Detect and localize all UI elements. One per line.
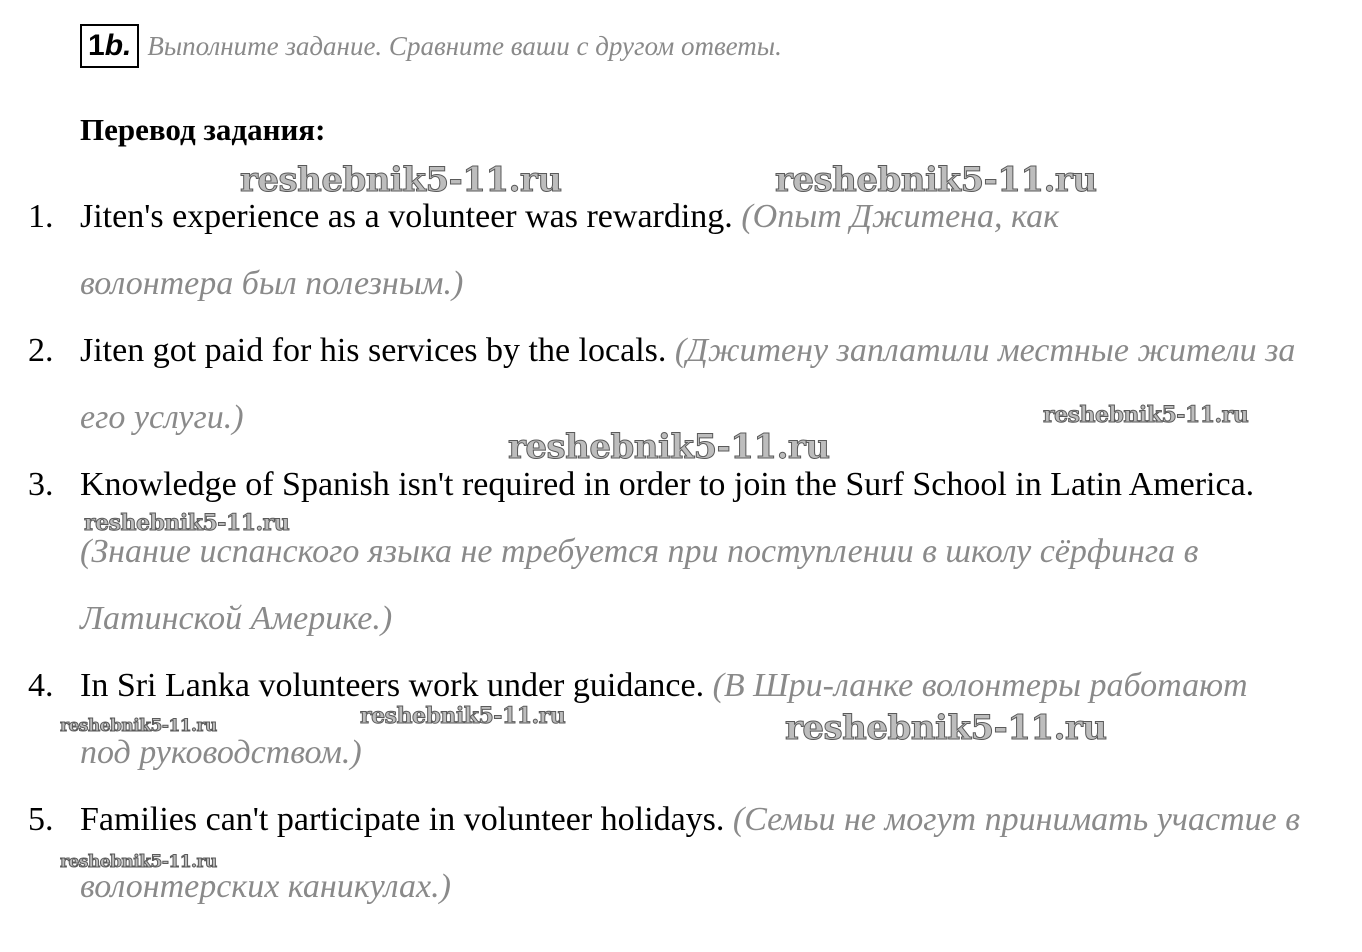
watermark: reshebnik5-11.ru bbox=[360, 703, 566, 729]
item-russian: (Знание испанского языка не требуется при поступлении в школу сёрфинга в Латинской Америке.) bbox=[80, 533, 1199, 637]
item-russian: (Опыт Джитена, как волонтера был полезным.) bbox=[80, 198, 1059, 302]
item-russian: (Семьи не могут принимать участие в волонтерских каникулах.) bbox=[80, 801, 1300, 905]
watermark: reshebnik5-11.ru bbox=[775, 160, 1097, 200]
item-english: Knowledge of Spanish isn't required in order to join the Surf School in Latin America. bbox=[80, 466, 1255, 503]
item-english: In Sri Lanka volunteers work under guidance. bbox=[80, 667, 705, 704]
item-number: 5. bbox=[28, 801, 54, 838]
item-russian: (Джитену заплатили местные жители за его услуги.) bbox=[80, 332, 1296, 436]
task-instruction: Выполните задание. Сравните ваши с другом ответы. bbox=[147, 30, 782, 61]
task-letter: b. bbox=[104, 29, 132, 62]
watermark: reshebnik5-11.ru bbox=[84, 510, 290, 536]
item-english: Families can't participate in volunteer holidays. bbox=[80, 801, 725, 838]
watermark: reshebnik5-11.ru bbox=[785, 708, 1107, 748]
item-number: 4. bbox=[28, 667, 54, 704]
watermark: reshebnik5-11.ru bbox=[240, 160, 562, 200]
list-item bbox=[28, 183, 1348, 317]
section-title: Перевод задания: bbox=[80, 112, 326, 147]
task-number: 1 bbox=[88, 29, 105, 62]
list-item bbox=[28, 451, 1348, 652]
item-number: 3. bbox=[28, 466, 54, 503]
item-english: Jiten got paid for his services by the locals. bbox=[80, 332, 667, 369]
item-russian: (В Шри-ланке волонтеры работают под руководством.) bbox=[80, 667, 1248, 771]
watermark: reshebnik5-11.ru bbox=[60, 716, 217, 736]
watermark: reshebnik5-11.ru bbox=[1043, 402, 1249, 428]
task-number-badge bbox=[80, 24, 139, 68]
item-number: 1. bbox=[28, 198, 54, 235]
task-header bbox=[80, 24, 782, 68]
item-number: 2. bbox=[28, 332, 54, 369]
list-item bbox=[28, 652, 1348, 786]
list-item bbox=[28, 786, 1348, 920]
watermark: reshebnik5-11.ru bbox=[508, 427, 830, 467]
watermark: reshebnik5-11.ru bbox=[60, 852, 217, 872]
item-english: Jiten's experience as a volunteer was rewarding. bbox=[80, 198, 733, 235]
